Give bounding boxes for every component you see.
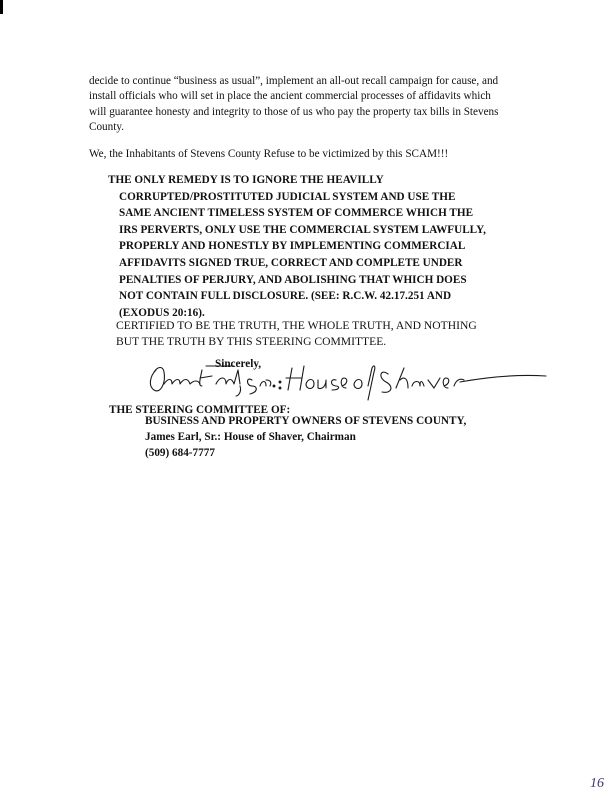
certification-statement bbox=[116, 318, 516, 349]
remedy-line: PROPERLY AND HONESTLY BY IMPLEMENTING COMMERCIAL bbox=[119, 240, 466, 253]
scan-edge-mark bbox=[0, 0, 3, 14]
phone-number: (509) 684-7777 bbox=[145, 446, 215, 459]
remedy-line: SAME ANCIENT TIMELESS SYSTEM OF COMMERCE WHICH THE bbox=[119, 207, 474, 220]
remedy-line: (EXODUS 20:16). bbox=[119, 306, 205, 319]
remedy-statement bbox=[108, 172, 523, 321]
remedy-line: THE ONLY REMEDY IS TO IGNORE THE HEAVILLY bbox=[108, 174, 384, 186]
committee-name: BUSINESS AND PROPERTY OWNERS OF STEVENS COUNTY, bbox=[145, 415, 467, 427]
handwritten-signature bbox=[142, 356, 552, 406]
committee-details bbox=[145, 414, 466, 461]
sincerely-closing: Sincerely, bbox=[215, 358, 262, 370]
remedy-line: NOT CONTAIN FULL DISCLOSURE. (SEE: R.C.W. 42.17.251 AND bbox=[119, 290, 452, 303]
certification-line: CERTIFIED TO BE THE TRUTH, THE WHOLE TRUTH, AND NOTHING bbox=[116, 319, 477, 332]
remedy-line: IRS PERVERTS, ONLY USE THE COMMERCIAL SYSTEM LAWFULLY, bbox=[119, 223, 486, 236]
chairman-name: James Earl, Sr.: House of Shaver, Chairman bbox=[145, 430, 356, 443]
declaration-line: We, the Inhabitants of Stevens County Refuse to be victimized by this SCAM!!! bbox=[89, 148, 449, 160]
certification-line: BUT THE TRUTH BY THIS STEERING COMMITTEE. bbox=[116, 334, 387, 348]
remedy-line: PENALTIES OF PERJURY, AND ABOLISHING THAT WHICH DOES bbox=[119, 273, 467, 286]
remedy-line: AFFIDAVITS SIGNED TRUE, CORRECT AND COMPLETE UNDER bbox=[119, 256, 463, 269]
closing-paragraph: decide to continue “business as usual”, implement an all-out recall campaign for cause, and install officials who will set in place the ancient commercial processes of affidavits which will guarantee honesty and integrity to those of us who pay the property tax bills in Stevens County. bbox=[89, 75, 499, 133]
remedy-line: CORRUPTED/PROSTITUTED JUDICIAL SYSTEM AND USE THE bbox=[119, 190, 456, 203]
page-number: 16 bbox=[590, 776, 604, 791]
committee-heading: THE STEERING COMMITTEE OF: bbox=[109, 404, 291, 416]
